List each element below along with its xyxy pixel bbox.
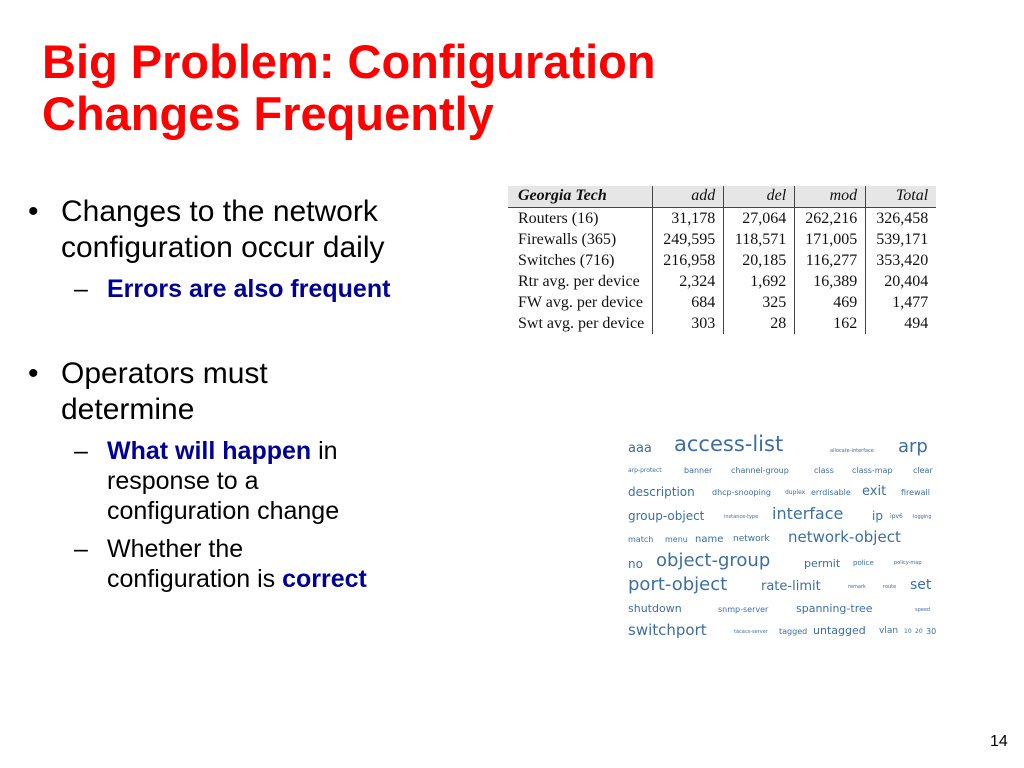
sub-bullet-what-will-happen [28,436,503,526]
table-row [508,250,936,271]
bullet-dash: – [74,275,88,303]
slide-title [42,36,822,140]
bullet-text: Operators must [61,357,268,390]
cloud-word: 30 [926,627,937,636]
cloud-word: tacacs-server [734,629,768,635]
bullet-text: Whether the [107,535,244,563]
bullet-dash: – [74,437,88,465]
table-cell: 216,958 [653,250,724,271]
cloud-word: speed [915,607,931,613]
table-cell: 2,324 [653,271,724,292]
cloud-word: no [628,557,643,571]
cloud-word: shutdown [628,602,682,615]
table-cell: FW avg. per device [508,292,653,313]
cloud-word: dhcp-snooping [712,488,771,497]
cloud-word: switchport [628,621,707,639]
cloud-word: arp-protect [628,467,662,474]
cloud-word: access-list [674,432,784,456]
table-row [508,229,936,250]
config-changes-table [508,186,936,334]
table-row [508,313,936,334]
emphasis-text: What will happen [107,437,312,465]
bullet-text: response to a [107,467,259,495]
bullet-operators [28,356,503,428]
table-cell: 494 [904,315,929,332]
cloud-word: class [814,466,834,475]
bullet-text: Changes to the network [61,195,378,228]
table-cell: 28 [724,313,795,334]
cloud-word: channel-group [731,466,789,475]
cloud-word: vlan [879,626,899,636]
cloud-word: instance-type [724,514,759,520]
table-cell: 171,005 [795,229,866,250]
table-header: del [724,186,795,208]
table-cell: 1,477 [892,294,929,311]
cloud-word: port-object [628,574,728,595]
bullet-dot: • [28,357,39,390]
table-cell: 27,064 [724,208,795,230]
cloud-word: ip [872,509,883,523]
cloud-word: rate-limit [761,579,821,594]
sub-bullet-whether-correct [28,534,503,594]
table-cell: 303 [653,313,724,334]
cloud-word: name [695,534,724,545]
table-cell: 16,389 [795,271,866,292]
cloud-word: logging [913,514,932,520]
table-row [508,271,936,292]
table-row [508,208,936,230]
bullet-list [28,194,503,594]
bullet-text: determine [61,393,195,426]
cloud-word: group-object [628,509,705,523]
table-cell: 1,692 [724,271,795,292]
cloud-word: duplex [785,489,806,496]
table-cell: 684 [653,292,724,313]
bullet-dash: – [74,535,88,563]
table-cell: 539,171 [876,231,929,248]
cloud-word: network [733,534,770,544]
cloud-word: spanning-tree [796,602,873,615]
cloud-word: untagged [813,624,866,637]
slide-number: 14 [990,733,1008,750]
cloud-word: remark [848,584,866,590]
emphasis-text: correct [282,565,367,593]
cloud-word: description [628,485,695,499]
title-line-1: Big Problem: Configuration [42,35,656,88]
config-keyword-cloud [618,430,952,648]
table-header: Total [866,186,937,208]
cloud-word: policy-map [894,560,922,566]
bullet-text: in [318,437,338,465]
table-cell: Swt avg. per device [508,313,653,334]
table-row [508,292,936,313]
cloud-word: set [910,577,932,593]
table-cell: 118,571 [724,229,795,250]
bullet-text: configuration occur daily [61,231,385,264]
cloud-word: interface [772,504,844,523]
cloud-word: police [853,559,874,567]
cloud-word: 10 [904,628,912,635]
bullet-dot: • [28,195,39,228]
cloud-word: allocate-interface [830,448,874,454]
table-cell: 116,277 [795,250,866,271]
bullet-text: configuration is [107,565,276,593]
table-cell: 162 [795,313,866,334]
cloud-word: object-group [656,550,771,571]
table-cell: 249,595 [653,229,724,250]
cloud-word: aaa [628,441,652,456]
cloud-word: tagged [779,627,808,636]
cloud-word: match [628,535,654,544]
cloud-word: 20 [915,628,923,635]
cloud-word: menu [665,535,688,544]
cloud-word: clear [913,466,933,475]
table-header-row [508,186,936,208]
bullet-text: configuration change [107,497,340,525]
table-cell: Firewalls (365) [508,229,653,250]
cloud-word: network-object [788,528,901,546]
title-line-2: Changes Frequently [42,87,494,140]
table-cell: 325 [724,292,795,313]
table-cell: Routers (16) [508,208,653,230]
cloud-word: errdisable [811,488,851,497]
emphasis-text: Errors are also frequent [107,275,391,303]
table-cell: 31,178 [653,208,724,230]
table-cell: Switches (716) [508,250,653,271]
table-cell: 20,404 [884,273,929,290]
cloud-word: snmp-server [718,605,769,614]
table-cell: 262,216 [795,208,866,230]
table-cell: 469 [795,292,866,313]
table-cell: 326,458 [876,210,929,227]
table-cell: 20,185 [724,250,795,271]
cloud-word: route [883,584,897,590]
cloud-word: arp [898,436,928,457]
table-header: Georgia Tech [508,186,653,208]
cloud-word: exit [862,484,887,499]
table-cell: 353,420 [876,252,929,269]
cloud-word: firewall [901,488,930,497]
cloud-word: permit [804,557,841,570]
table-header: add [653,186,724,208]
bullet-changes [28,194,503,266]
table-header: mod [795,186,866,208]
cloud-word: class-map [852,466,893,475]
cloud-word: ipv6 [890,513,903,520]
sub-bullet-errors [28,274,503,304]
table-cell: Rtr avg. per device [508,271,653,292]
cloud-word: banner [684,466,713,475]
